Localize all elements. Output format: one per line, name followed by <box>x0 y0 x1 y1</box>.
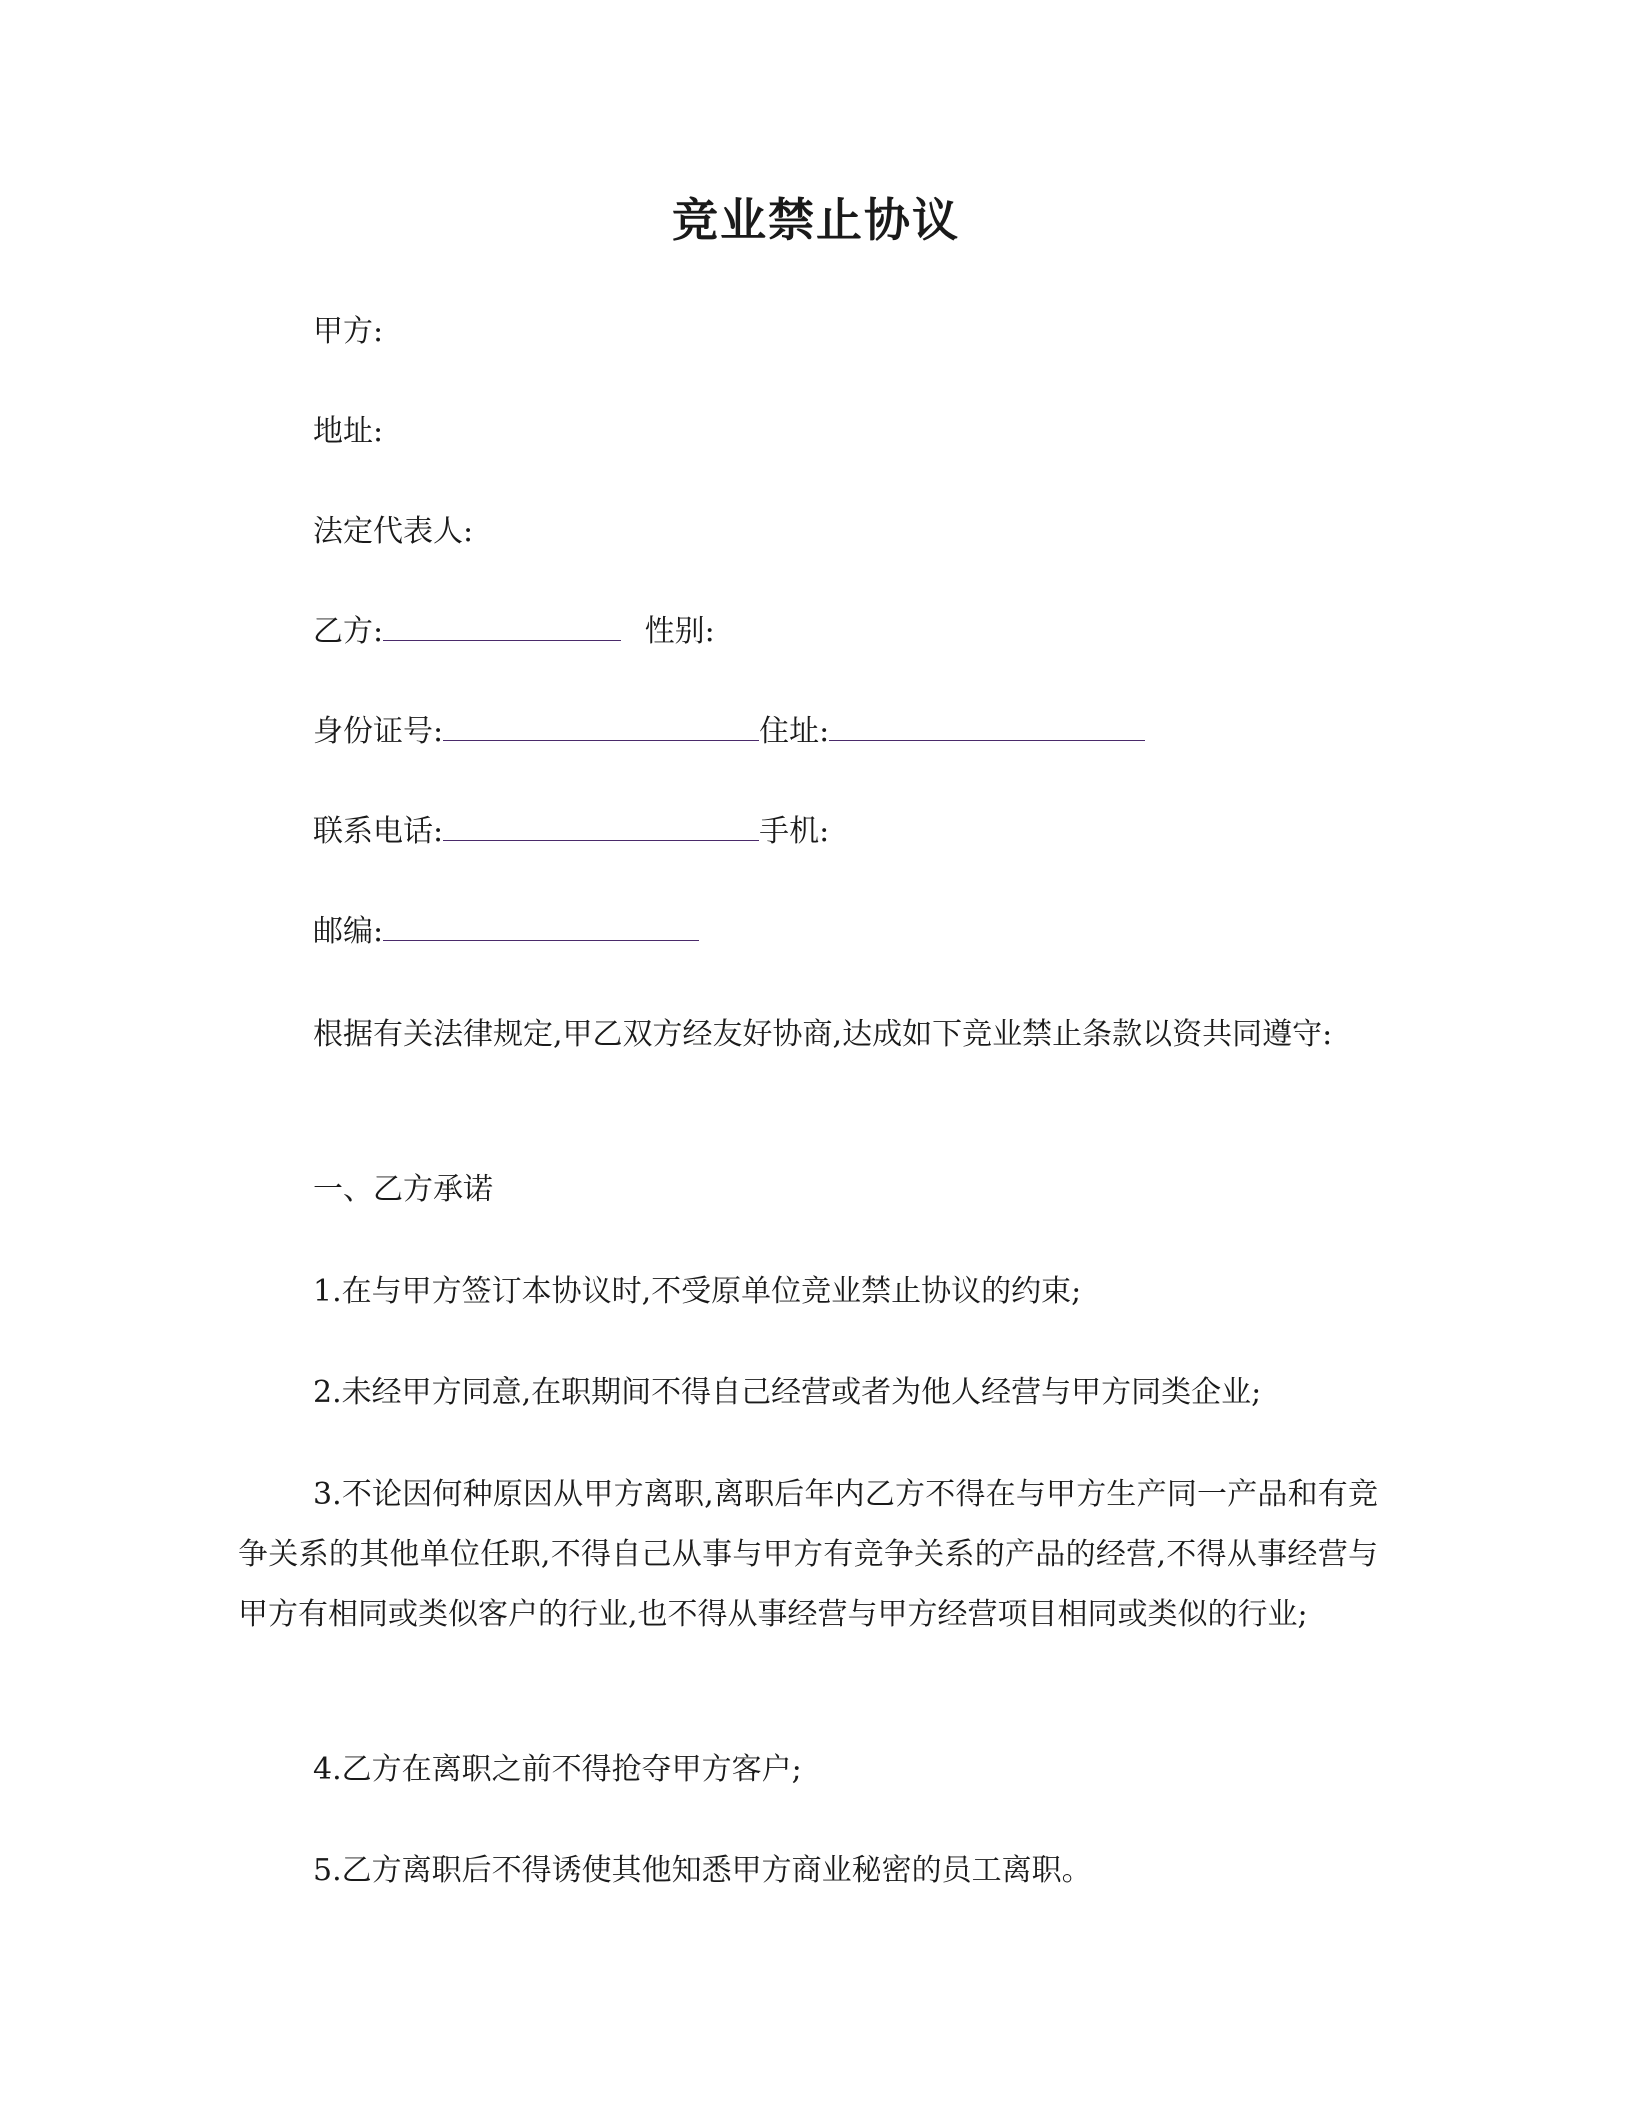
residence-label: 住址: <box>759 714 830 749</box>
mobile-label: 手机: <box>759 814 830 849</box>
residence-blank <box>829 710 1145 741</box>
legal-rep-line <box>313 510 473 554</box>
section-heading: 一、乙方承诺 <box>313 1172 493 1207</box>
phone-line <box>313 810 829 854</box>
intro-paragraph: 根据有关法律规定,甲乙双方经友好协商,达成如下竞业禁止条款以资共同遵守: <box>313 1017 1333 1052</box>
postcode-label: 邮编: <box>313 914 384 949</box>
postcode-blank <box>383 910 699 941</box>
phone-label: 联系电话: <box>313 814 444 849</box>
clause-5: 5.乙方离职后不得诱使其他知悉甲方商业秘密的员工离职。 <box>313 1853 1092 1888</box>
legal-rep-label: 法定代表人: <box>313 514 474 549</box>
id-number-blank <box>443 710 759 741</box>
party-b-blank <box>383 610 621 641</box>
party-a-line <box>313 310 383 354</box>
address-line <box>313 410 383 454</box>
id-number-label: 身份证号: <box>313 714 444 749</box>
party-b-label: 乙方: <box>313 614 384 649</box>
clause-1: 1.在与甲方签订本协议时,不受原单位竞业禁止协议的约束; <box>313 1274 1082 1309</box>
address-label: 地址: <box>313 414 384 449</box>
party-a-label: 甲方: <box>313 314 384 349</box>
clause-3: 3.不论因何种原因从甲方离职,离职后年内乙方不得在与甲方生产同一产品和有竞争关系的其他单位任职,不得自己从事与甲方有竞争关系的产品的经营,不得从事经营与甲方有相同或类似客户的行业,也不得从事经营与甲方经营项目相同或类似的行业; <box>238 1477 1378 1632</box>
document-title: 竞业禁止协议 <box>672 193 960 247</box>
clause-4: 4.乙方在离职之前不得抢夺甲方客户; <box>313 1752 802 1787</box>
postcode-line <box>313 910 699 954</box>
clause-2: 2.未经甲方同意,在职期间不得自己经营或者为他人经营与甲方同类企业; <box>313 1375 1262 1410</box>
phone-blank <box>443 810 759 841</box>
id-line <box>313 710 1145 754</box>
party-b-line <box>313 610 715 654</box>
gender-label: 性别: <box>644 614 715 649</box>
